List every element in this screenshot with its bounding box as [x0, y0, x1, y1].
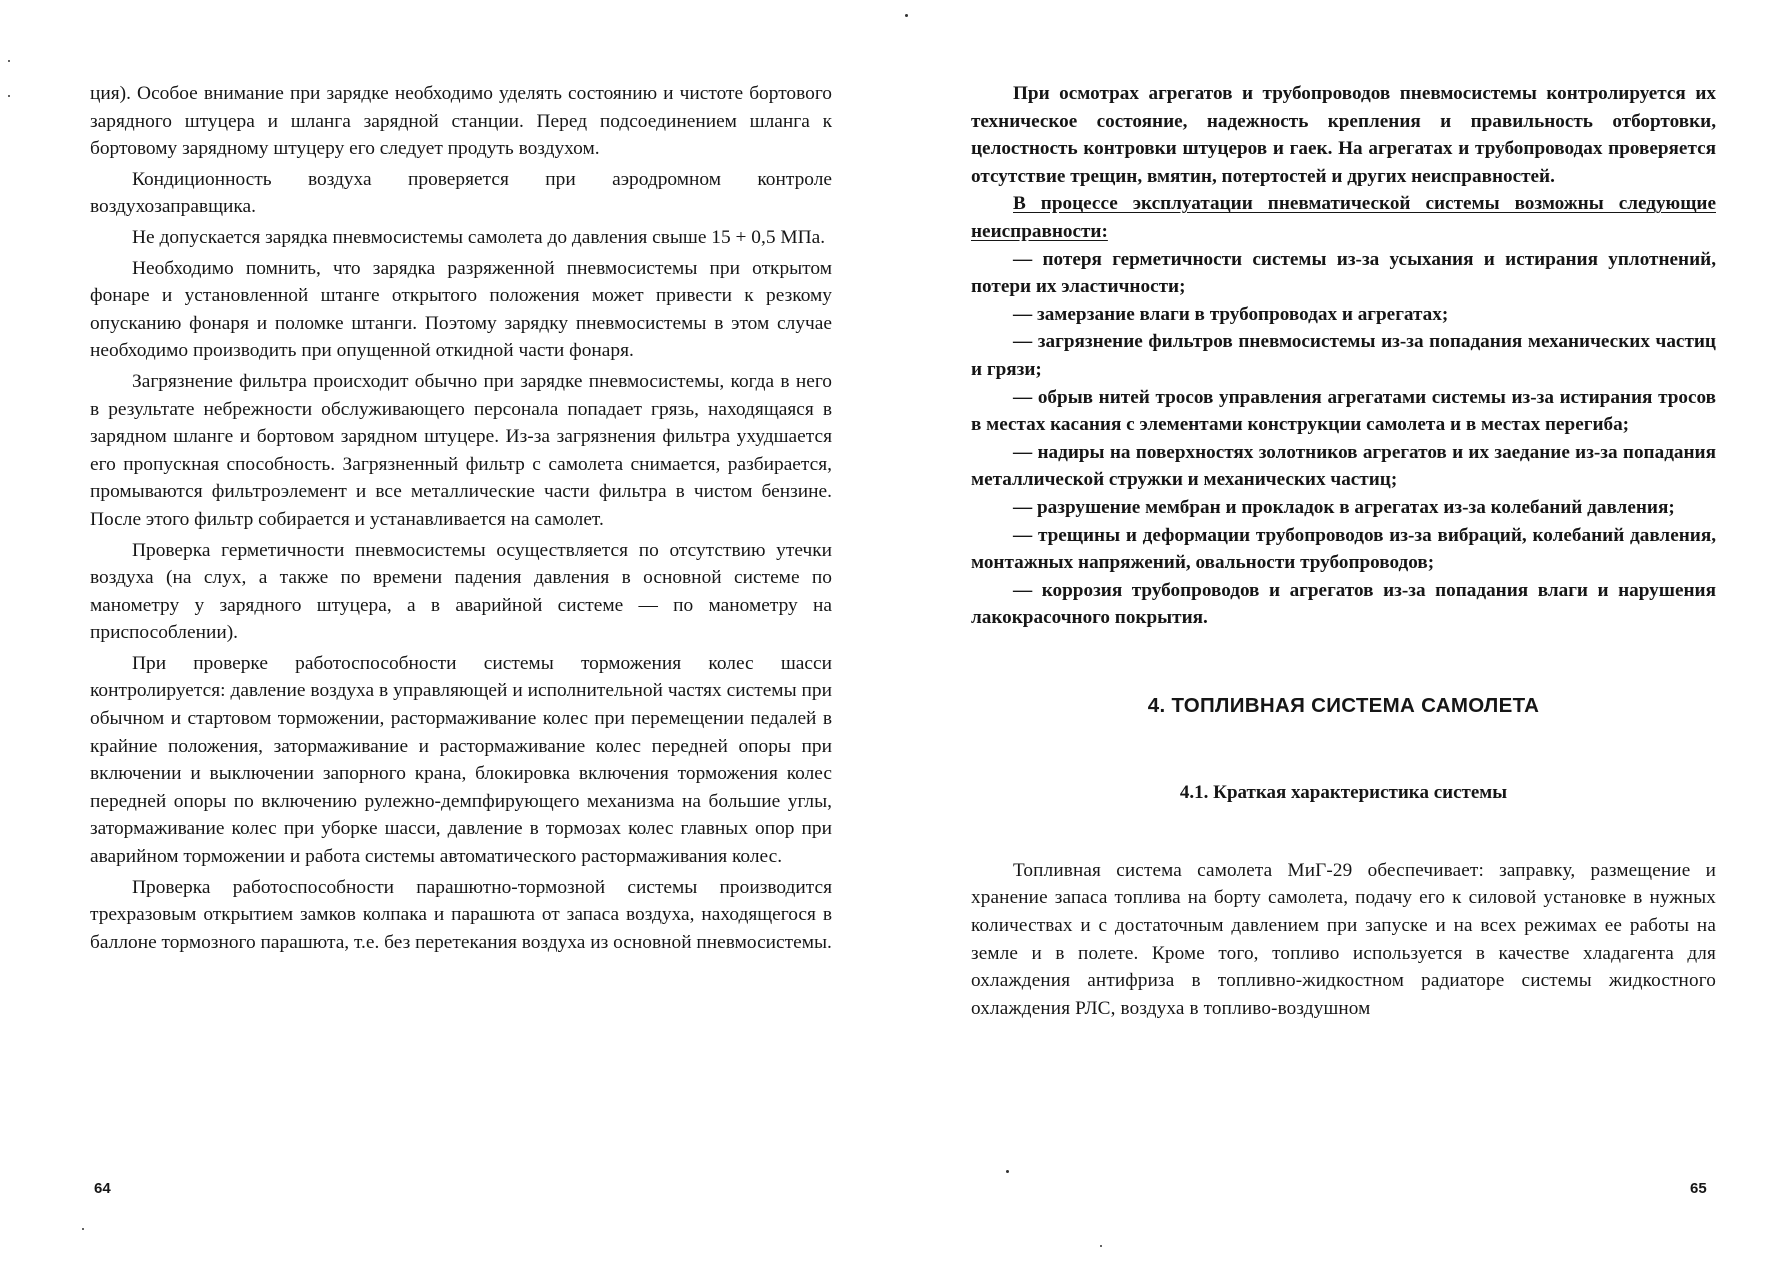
fault-item: — разрушение мембран и прокладок в агрегатах из-за колебаний давления; [1013, 496, 1675, 518]
scan-speck [905, 14, 908, 17]
fault-item: — обрыв нитей тросов управления агрегатами системы из-за истирания тросов в местах касания с элементами конструкции самолета и в местах перегиба; [971, 386, 1716, 436]
scan-speck [8, 95, 10, 97]
scan-speck [1006, 1170, 1009, 1173]
paragraph: Необходимо помнить, что зарядка разряженной пневмосистемы при открытом фонаре и установленной штанге открытого положения может привести к резкому опусканию фонаря и поломке штанги. Поэтому зарядку пневмосистемы в этом случае необходимо производить при опущенной откидной части фонаря. [90, 257, 832, 362]
paragraph: Топливная система самолета МиГ-29 обеспечивает: заправку, размещение и хранение запаса топлива на борту самолета, подачу его к силовой установке в нужных количествах и с достаточным давлением при запуске и на всех режимах ее работы на земле и в полете. Кроме того, топливо используется в качестве хладагента для охлаждения антифриза в топливно-жидкостном радиаторе системы жидкостного охлаждения РЛС, воздуха в топливо-воздушном [971, 859, 1716, 1019]
paragraph: ция). Особое внимание при зарядке необходимо уделять состоянию и чистоте бортового зарядного штуцера и шланга зарядной станции. Перед подсоединением шланга к бортовому зарядному штуцеру его следует продуть воздухом. [90, 83, 832, 160]
page-number-left: 64 [94, 1180, 111, 1197]
scan-speck [8, 60, 10, 62]
right-page [971, 80, 1716, 1022]
section-title: 4.1. Краткая характеристика системы [1179, 781, 1508, 803]
paragraph: Не допускается зарядка пневмосистемы самолета до давления свыше 15 + 0,5 МПа. [132, 226, 826, 248]
paragraph: При осмотрах агрегатов и трубопроводов пневмосистемы контролируется их техническое состояние, надежность крепления и правильность отбортовки, целостность контровки штуцеров и гаек. На агрегатах и трубопроводах проверяется отсутствие трещин, вмятин, потертостей и других неисправностей. [971, 83, 1716, 187]
fault-item: — надиры на поверхностях золотников агрегатов и их заедание из-за попадания металлической стружки и механических частиц; [971, 441, 1716, 491]
fault-item: — трещины и деформации трубопроводов из-за вибраций, колебаний давления, монтажных напряжений, овальности трубопроводов; [971, 524, 1716, 574]
scan-speck [1100, 1245, 1102, 1247]
paragraph: При проверке работоспособности системы торможения колес шасси контролируется: давление воздуха в управляющей и исполнительной частях системы при обычном и стартовом торможении, растормаживание колес при перемещении педалей в крайние положения, затормаживание и растормаживание колес передней опоры при включении и выключении запорного крана, блокировка включения торможения колес передней опоры по включению рулежно-демпфирующего механизма на большие углы, затормаживание колес при уборке шасси, давление в тормозах колес главных опор при аварийном торможении и работа системы автоматического растормаживания колес. [90, 652, 832, 868]
paragraph: Проверка работоспособности парашютно-тормозной системы производится трехразовым открытием замков колпака и парашюта от запаса воздуха, находящегося в баллоне тормозного парашюта, т.е. без перетекания воздуха из основной пневмосистемы. [90, 876, 832, 953]
faults-heading: В процессе эксплуатации пневматической системы возможны следующие неисправности: [971, 193, 1716, 242]
chapter-title: 4. ТОПЛИВНАЯ СИСТЕМА САМОЛЕТА [1147, 693, 1540, 717]
fault-item: — загрязнение фильтров пневмосистемы из-за попадания механических частиц и грязи; [971, 331, 1716, 380]
paragraph: Загрязнение фильтра происходит обычно при зарядке пневмосистемы, когда в него в результате небрежности обслуживающего персонала попадает грязь, находящаяся в зарядном шланге и бортовом зарядном штуцере. Из-за загрязнения фильтра ухудшается его пропускная способность. Загрязненный фильтр с самолета снимается, разбирается, промываются фильтроэлемент и все металлические части фильтра в чистом бензине. После этого фильтр собирается и устанавливается на самолет. [90, 370, 832, 530]
fault-item: — замерзание влаги в трубопроводах и агрегатах; [1013, 303, 1449, 325]
scan-speck [82, 1228, 84, 1230]
paragraph: Кондиционность воздуха проверяется при аэродромном контроле воздухозаправщика. [90, 168, 832, 218]
section-spacer [971, 804, 1716, 857]
page-number-right: 65 [1690, 1180, 1707, 1197]
paragraph: Проверка герметичности пневмосистемы осуществляется по отсутствию утечки воздуха (на слух, а также по времени падения давления в основной системе по манометру у зарядного штуцера, а в аварийной системе — по манометру на приспособлении). [90, 539, 832, 644]
fault-item: — потеря герметичности системы из-за усыхания и истирания уплотнений, потери их эластичности; [971, 248, 1716, 298]
fault-item: — коррозия трубопроводов и агрегатов из-за попадания влаги и нарушения лакокрасочного покрытия. [971, 579, 1716, 629]
left-page [90, 80, 832, 956]
